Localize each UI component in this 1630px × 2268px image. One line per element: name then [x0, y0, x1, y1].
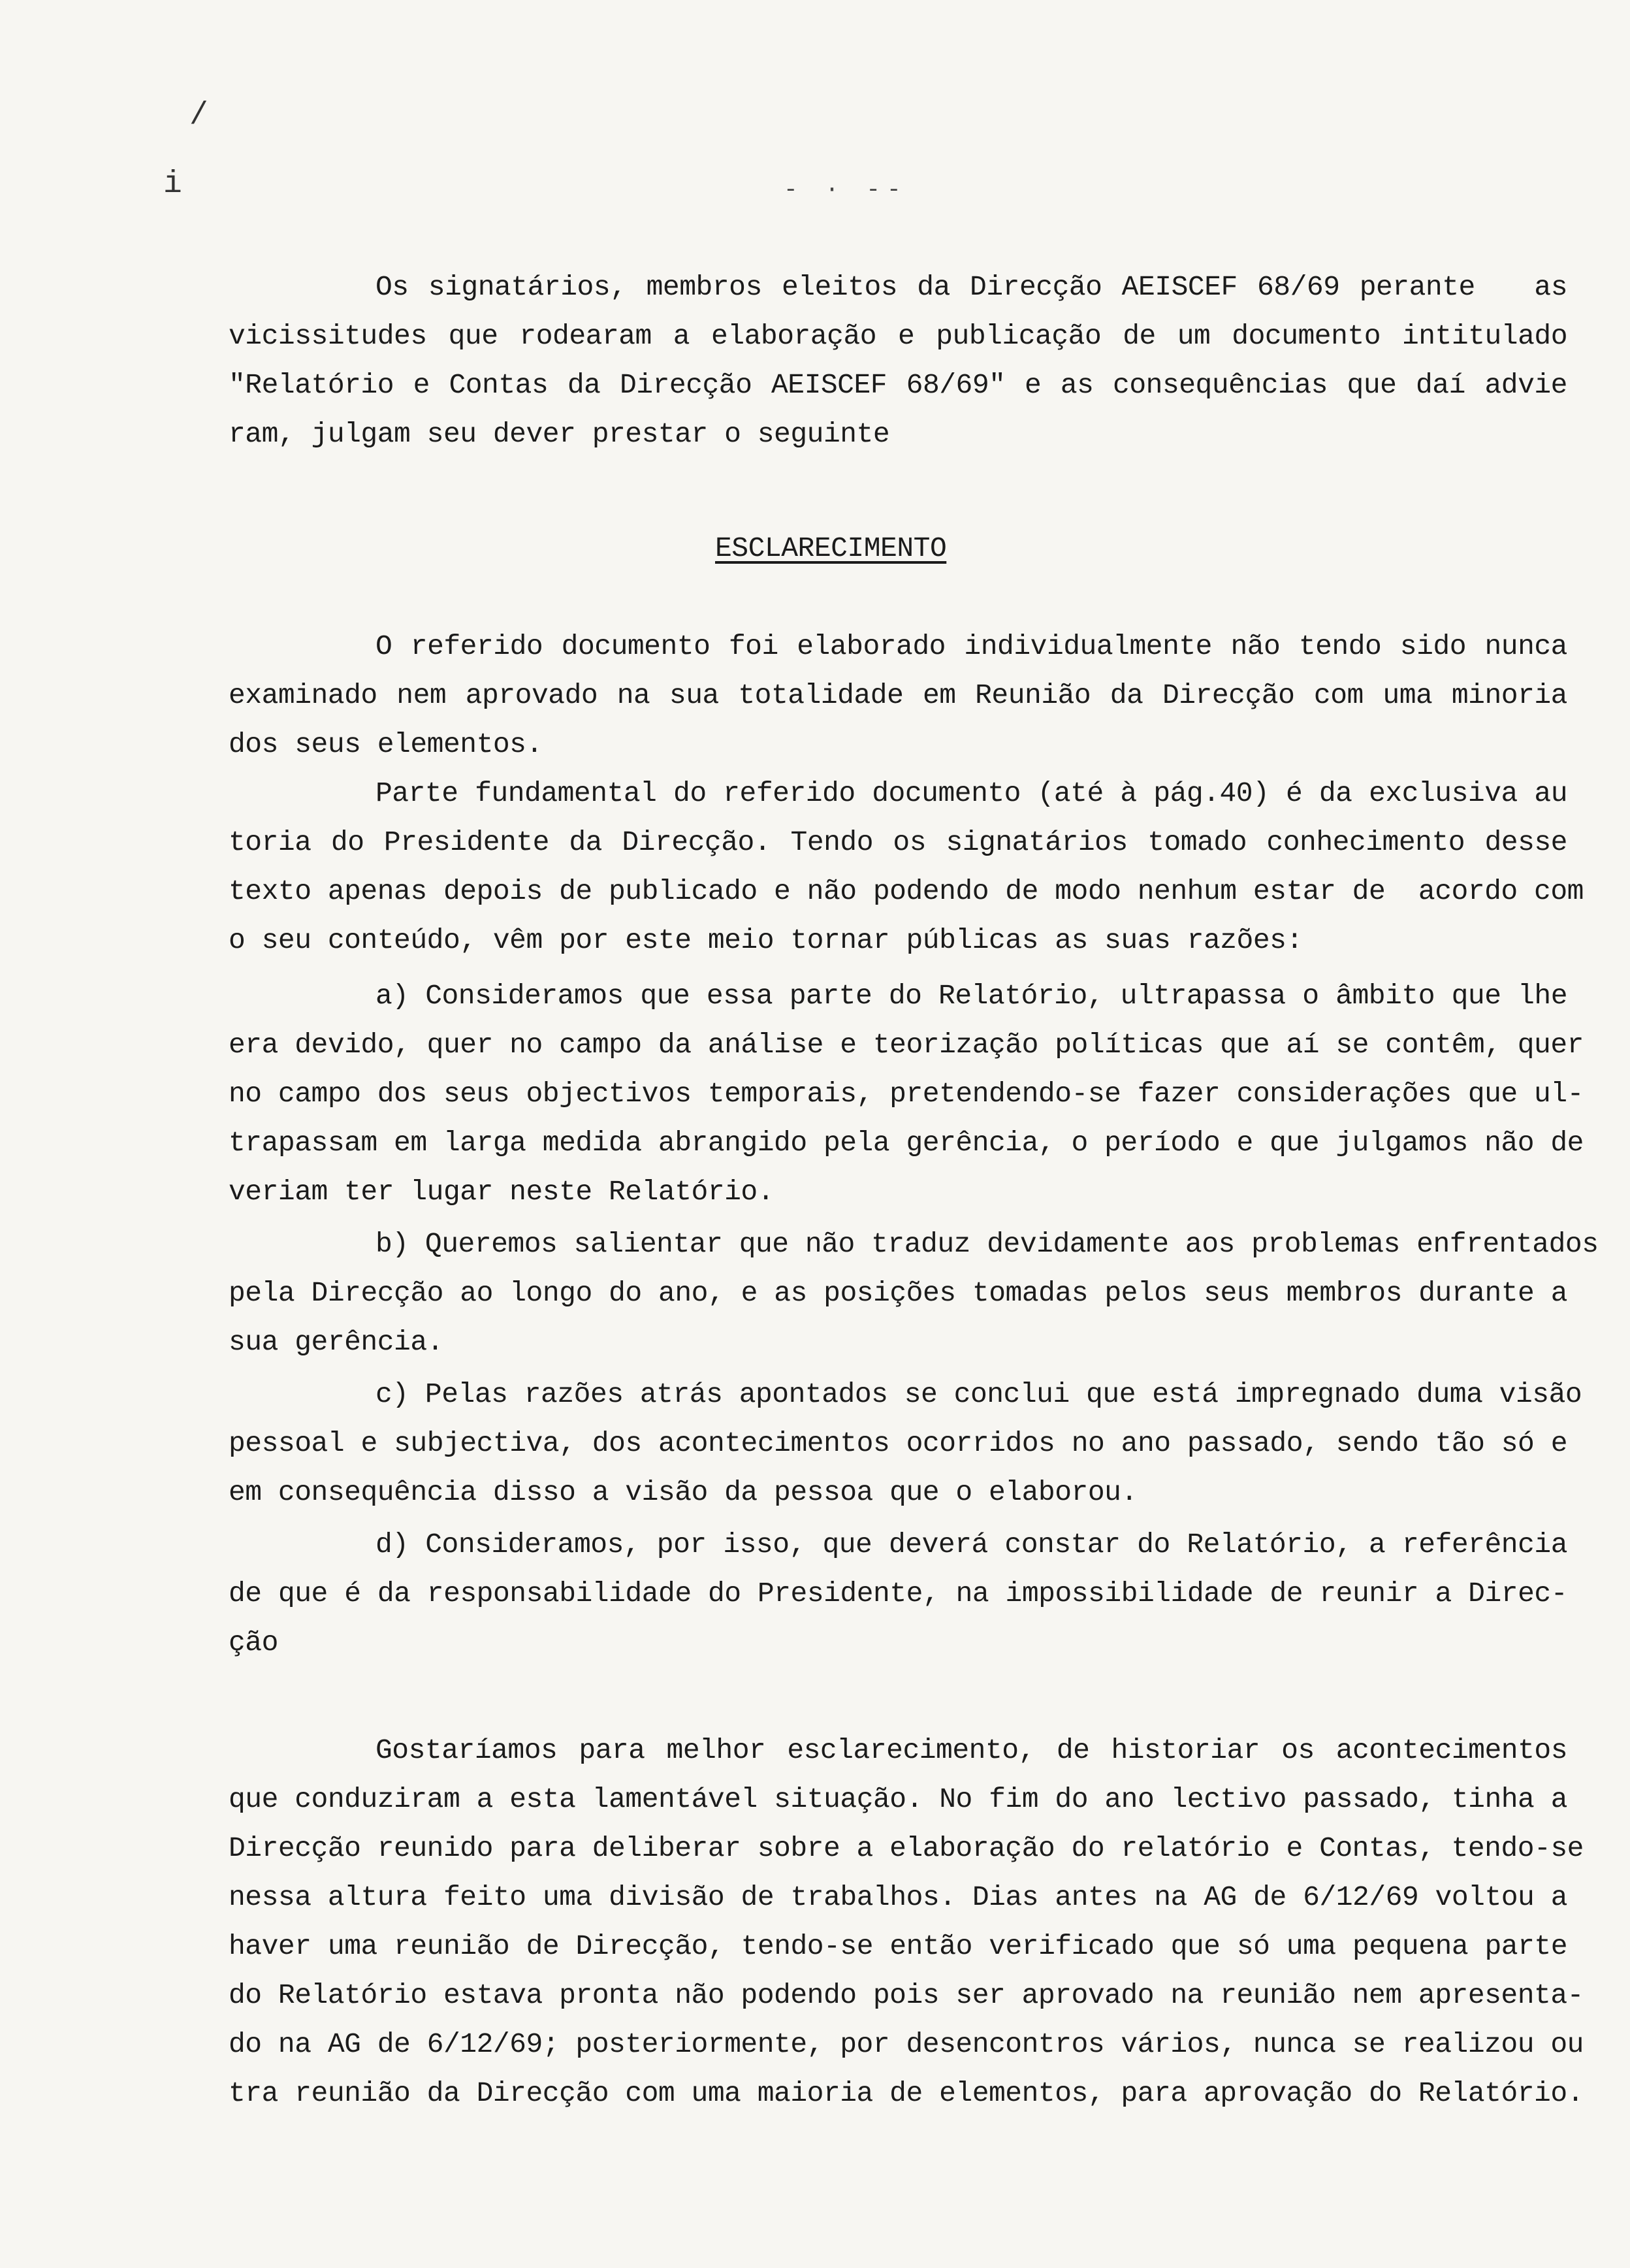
text-line: ram, julgam seu dever prestar o seguinte [229, 418, 890, 450]
text-line: Gostaríamos para melhor esclarecimento, de historiar os acontecimentos [376, 1734, 1567, 1766]
text-line: em consequência disso a visão da pessoa que o elaborou. [229, 1476, 1138, 1508]
header-marks: - · -- [784, 176, 908, 203]
text-line: o seu conteúdo, vêm por este meio tornar públicas as suas razões: [229, 924, 1303, 956]
text-line: veriam ter lugar neste Relatório. [229, 1176, 775, 1208]
text-line: nessa altura feito uma divisão de trabalhos. Dias antes na AG de 6/12/69 voltou a [229, 1881, 1567, 1913]
text-line: pela Direcção ao longo do ano, e as posições tomadas pelos seus membros durante a [229, 1277, 1567, 1309]
text-line: pessoal e subjectiva, dos acontecimentos ocorridos no ano passado, sendo tão só e [229, 1427, 1567, 1459]
margin-mark: i [163, 167, 182, 202]
text-line: toria do Presidente da Direcção. Tendo os signatários tomado conhecimento desse [229, 826, 1567, 858]
text-line: era devido, quer no campo da análise e teorização políticas que aí se contêm, quer [229, 1029, 1584, 1061]
text-line: "Relatório e Contas da Direcção AEISCEF 68/69" e as consequências que daí advie [229, 369, 1567, 401]
margin-mark: / [189, 98, 208, 133]
text-line: dos seus elementos. [229, 728, 543, 760]
text-line: b) Queremos salientar que não traduz devidamente aos problemas enfrentados [376, 1228, 1599, 1260]
section-heading: ESCLARECIMENTO [715, 532, 947, 564]
text-line: O referido documento foi elaborado individualmente não tendo sido nunca [376, 630, 1567, 662]
text-line: d) Consideramos, por isso, que deverá constar do Relatório, a referência [376, 1529, 1567, 1561]
text-line: Parte fundamental do referido documento (até à pág.40) é da exclusiva au [376, 777, 1567, 809]
text-line: no campo dos seus objectivos temporais, pretendendo-se fazer considerações que ul- [229, 1078, 1584, 1110]
text-line: sua gerência. [229, 1326, 443, 1358]
text-line: tra reunião da Direcção com uma maioria de elementos, para aprovação do Relatório. [229, 2077, 1584, 2109]
text-line: ção [229, 1627, 278, 1659]
text-line: Direcção reunido para deliberar sobre a elaboração do relatório e Contas, tendo-se [229, 1832, 1584, 1864]
text-line: Os signatários, membros eleitos da Direcção AEISCEF 68/69 perante as [376, 271, 1567, 303]
text-line: examinado nem aprovado na sua totalidade em Reunião da Direcção com uma minoria [229, 679, 1567, 711]
text-line: do na AG de 6/12/69; posteriormente, por desencontros vários, nunca se realizou ou [229, 2028, 1584, 2060]
text-line: trapassam em larga medida abrangido pela gerência, o período e que julgamos não de [229, 1127, 1584, 1159]
text-line: a) Consideramos que essa parte do Relatório, ultrapassa o âmbito que lhe [376, 980, 1567, 1012]
text-line: do Relatório estava pronta não podendo pois ser aprovado na reunião nem apresenta- [229, 1979, 1584, 2011]
text-line: que conduziram a esta lamentável situação. No fim do ano lectivo passado, tinha a [229, 1783, 1567, 1815]
text-line: haver uma reunião de Direcção, tendo-se então verificado que só uma pequena parte [229, 1930, 1567, 1962]
text-line: vicissitudes que rodearam a elaboração e publicação de um documento intitulado [229, 320, 1567, 352]
text-line: c) Pelas razões atrás apontados se conclui que está impregnado duma visão [376, 1378, 1582, 1410]
text-line: de que é da responsabilidade do Presidente, na impossibilidade de reunir a Direc- [229, 1578, 1567, 1610]
text-line: texto apenas depois de publicado e não podendo de modo nenhum estar de acordo com [229, 875, 1584, 907]
